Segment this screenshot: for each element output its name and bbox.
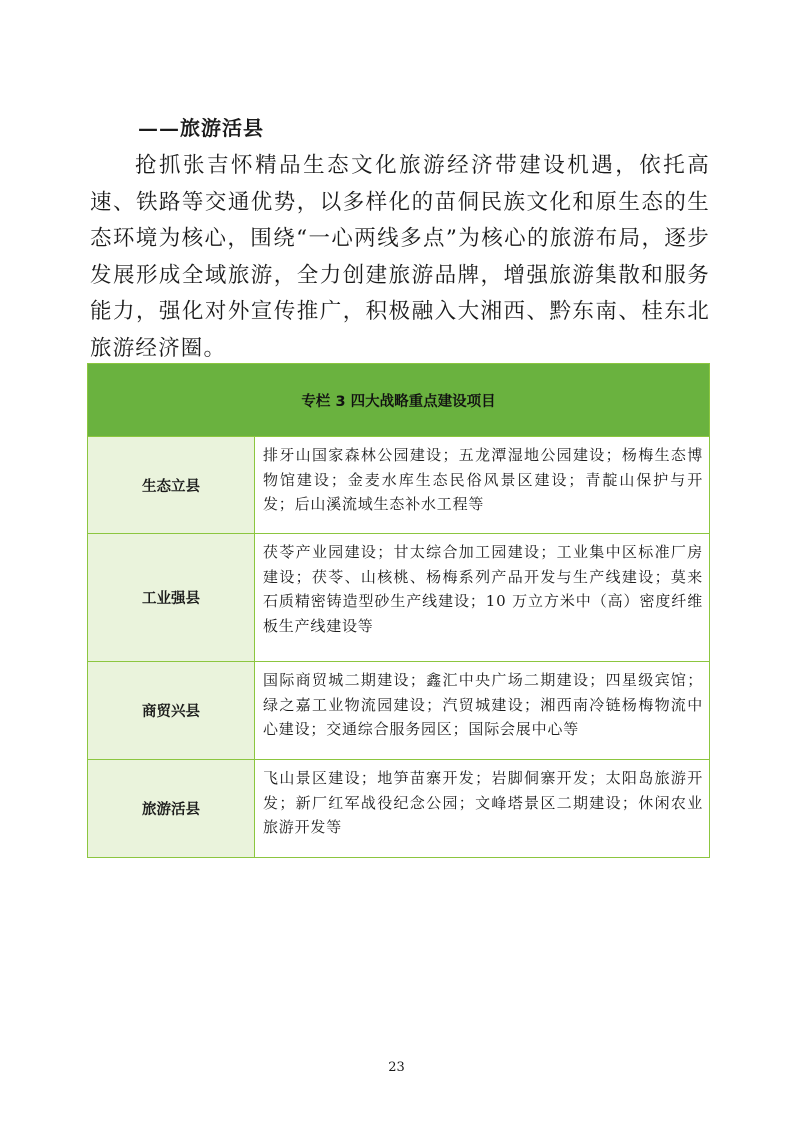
strategy-table	[87, 363, 710, 858]
row-label: 生态立县	[88, 437, 255, 533]
page-number: 23	[388, 1060, 405, 1075]
table-row	[88, 437, 709, 534]
table-row	[88, 760, 709, 857]
row-label: 工业强县	[88, 534, 255, 661]
table-row	[88, 662, 709, 760]
section-heading: ——旅游活县	[138, 116, 264, 140]
section-paragraph: 抢抓张吉怀精品生态文化旅游经济带建设机遇，依托高速、铁路等交通优势，以多样化的苗侗民族文化和原生态的生态环境为核心，围绕“一心两线多点”为核心的旅游布局，逐步发展形成全域旅游，全力创建旅游品牌，增强旅游集散和服务能力，强化对外宣传推广，积极融入大湘西、黔东南、桂东北旅游经济圈。	[90, 153, 710, 361]
row-content: 排牙山国家森林公园建设；五龙潭湿地公园建设；杨梅生态博物馆建设；金麦水库生态民俗风景区建设；青靛山保护与开发；后山溪流域生态补水工程等	[263, 446, 703, 513]
table-row	[88, 534, 709, 662]
row-content: 茯苓产业园建设；甘太综合加工园建设；工业集中区标准厂房建设；茯苓、山核桃、杨梅系列产品开发与生产线建设；莫来石质精密铸造型砂生产线建设；10 万立方米中（高）密度纤维板生产线建设等	[263, 543, 703, 635]
row-label: 商贸兴县	[88, 662, 255, 759]
table-title: 专栏 3 四大战略重点建设项目	[88, 364, 709, 437]
row-content: 飞山景区建设；地笋苗寨开发；岩脚侗寨开发；太阳岛旅游开发；新厂红军战役纪念公园；文峰塔景区二期建设；休闲农业旅游开发等	[263, 769, 703, 836]
row-content: 国际商贸城二期建设；鑫汇中央广场二期建设；四星级宾馆；绿之嘉工业物流园建设；汽贸城建设；湘西南冷链杨梅物流中心建设；交通综合服务园区；国际会展中心等	[263, 671, 703, 738]
row-label: 旅游活县	[88, 760, 255, 857]
